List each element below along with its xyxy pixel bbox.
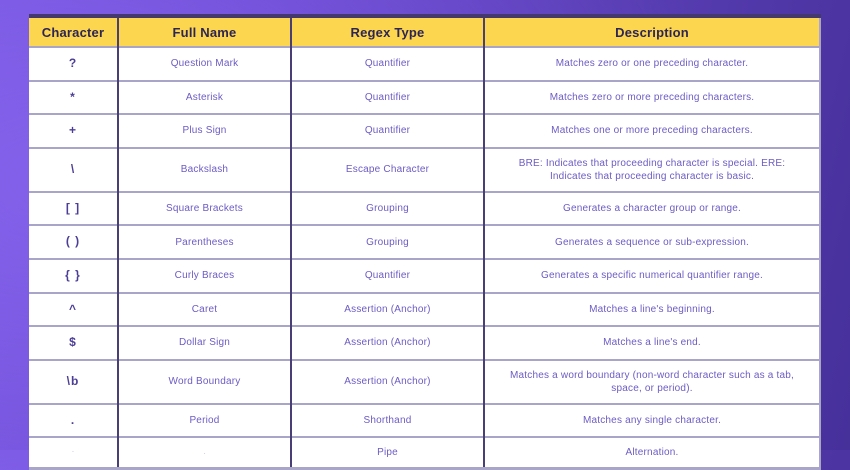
regex-reference-table xyxy=(29,14,821,470)
full-name-cell: Backslash xyxy=(118,148,291,192)
full-name-cell: Question Mark xyxy=(118,47,291,81)
table-row xyxy=(29,404,820,438)
table-body xyxy=(29,47,820,469)
regex-type-cell: Shorthand xyxy=(291,404,484,438)
character-cell: ` xyxy=(29,437,118,469)
character-cell: \ xyxy=(29,148,118,192)
description-cell: Matches zero or one preceding character. xyxy=(484,47,820,81)
character-cell: ^ xyxy=(29,293,118,327)
regex-type-cell: Quantifier xyxy=(291,81,484,115)
table-row xyxy=(29,192,820,226)
character-cell: \b xyxy=(29,360,118,404)
full-name-cell: Caret xyxy=(118,293,291,327)
full-name-cell: Curly Braces xyxy=(118,259,291,293)
character-cell: + xyxy=(29,114,118,148)
description-cell: Matches a word boundary (non-word character such as a tab, space, or period). xyxy=(484,360,820,404)
regex-type-cell: Pipe xyxy=(291,437,484,469)
table-row xyxy=(29,259,820,293)
character-cell: [ ] xyxy=(29,192,118,226)
table-row xyxy=(29,360,820,404)
header-row xyxy=(29,16,820,47)
table-row xyxy=(29,47,820,81)
character-cell: $ xyxy=(29,326,118,360)
description-cell: BRE: Indicates that proceeding character is special. ERE: Indicates that proceeding character is basic. xyxy=(484,148,820,192)
table-row xyxy=(29,326,820,360)
full-name-cell: Word Boundary xyxy=(118,360,291,404)
col-header-full-name: Full Name xyxy=(118,16,291,47)
character-cell: . xyxy=(29,404,118,438)
table-row xyxy=(29,225,820,259)
description-cell: Matches a line's beginning. xyxy=(484,293,820,327)
description-cell: Matches a line's end. xyxy=(484,326,820,360)
full-name-cell: Dollar Sign xyxy=(118,326,291,360)
description-cell: Matches any single character. xyxy=(484,404,820,438)
regex-type-cell: Grouping xyxy=(291,192,484,226)
regex-type-cell: Grouping xyxy=(291,225,484,259)
full-name-cell: Period xyxy=(118,404,291,438)
regex-type-cell: Assertion (Anchor) xyxy=(291,360,484,404)
description-cell: Generates a character group or range. xyxy=(484,192,820,226)
table-header xyxy=(29,16,820,47)
regex-type-cell: Assertion (Anchor) xyxy=(291,326,484,360)
description-cell: Matches one or more preceding characters. xyxy=(484,114,820,148)
full-name-cell: Asterisk xyxy=(118,81,291,115)
description-cell: Alternation. xyxy=(484,437,820,469)
character-cell: { } xyxy=(29,259,118,293)
col-header-description: Description xyxy=(484,16,820,47)
full-name-cell: Parentheses xyxy=(118,225,291,259)
table-row xyxy=(29,293,820,327)
character-cell: ? xyxy=(29,47,118,81)
regex-type-cell: Escape Character xyxy=(291,148,484,192)
full-name-cell: Square Brackets xyxy=(118,192,291,226)
table-row xyxy=(29,437,820,469)
table-row xyxy=(29,148,820,192)
regex-type-cell: Assertion (Anchor) xyxy=(291,293,484,327)
table-row xyxy=(29,114,820,148)
full-name-cell: - xyxy=(118,437,291,469)
description-cell: Generates a sequence or sub-expression. xyxy=(484,225,820,259)
character-cell: * xyxy=(29,81,118,115)
regex-type-cell: Quantifier xyxy=(291,47,484,81)
regex-reference-table-container xyxy=(29,14,820,470)
col-header-character: Character xyxy=(29,16,118,47)
table-row xyxy=(29,81,820,115)
character-cell: ( ) xyxy=(29,225,118,259)
full-name-cell: Plus Sign xyxy=(118,114,291,148)
regex-type-cell: Quantifier xyxy=(291,114,484,148)
regex-type-cell: Quantifier xyxy=(291,259,484,293)
description-cell: Matches zero or more preceding characters. xyxy=(484,81,820,115)
col-header-regex-type: Regex Type xyxy=(291,16,484,47)
description-cell: Generates a specific numerical quantifier range. xyxy=(484,259,820,293)
